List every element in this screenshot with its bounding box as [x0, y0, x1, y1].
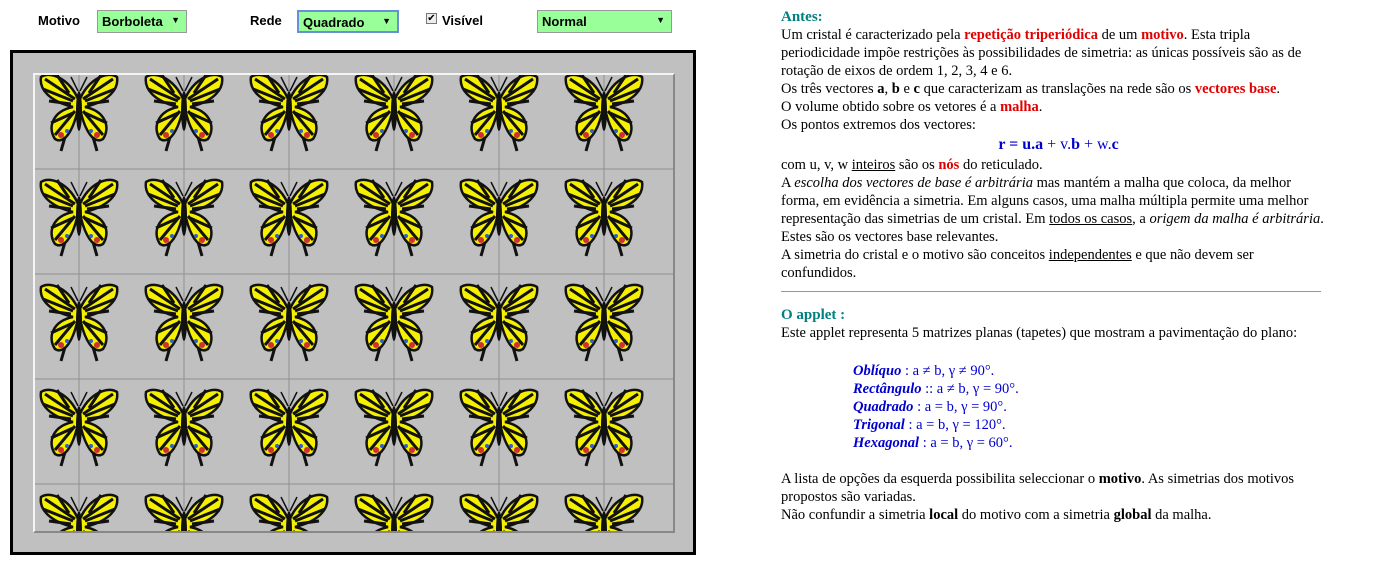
section-title-applet: O applet :: [781, 307, 846, 323]
section-title-antes: Antes:: [781, 9, 823, 25]
chevron-down-icon: ▼: [382, 16, 391, 26]
paragraph-vectores: Os três vectores a, b e c que caracterizam as translações na rede são os vectores base.: [781, 81, 1281, 97]
rede-label: Rede: [250, 13, 282, 28]
lattice-item: Oblíquo : a ≠ b, γ ≠ 90°.: [853, 363, 995, 379]
chevron-down-icon: ▼: [171, 15, 180, 25]
visivel-checkbox[interactable]: [426, 13, 437, 24]
paragraph-escolha: A escolha dos vectores de base é arbitrária mas mantém a malha que coloca, da melhor forma, em evidência a simetria. Em alguns casos, uma malha múltipla permite uma melhor representação das simetrias de um cristal. Em todos os casos, a origem da malha é arbitrária. Estes são os vectores base relevantes.: [781, 175, 1324, 245]
lattice-item: Quadrado : a = b, γ = 90°.: [853, 399, 1007, 415]
paragraph-simetria: A simetria do cristal e o motivo são conceitos independentes e que não devem ser confundidos.: [781, 247, 1254, 281]
chevron-down-icon: ▼: [656, 15, 665, 25]
paragraph-nos: com u, v, w inteiros são os nós do reticulado.: [781, 157, 1043, 173]
paragraph-confundir: Não confundir a simetria local do motivo com a simetria global da malha.: [781, 507, 1212, 523]
rede-select-value: Quadrado: [303, 15, 365, 30]
motivo-select-value: Borboleta: [102, 14, 163, 29]
rede-select[interactable]: [297, 10, 399, 33]
applet-canvas[interactable]: [33, 73, 675, 533]
description-panel: [781, 8, 1326, 524]
applet-frame: [10, 50, 696, 555]
paragraph-malha: O volume obtido sobre os vetores é a malha.: [781, 99, 1043, 115]
lattice-list: [853, 362, 1326, 452]
lattice-drawing: [35, 75, 673, 531]
mode-select[interactable]: [537, 10, 672, 33]
checkmark-icon: ✔: [427, 13, 436, 24]
lattice-item: Trigonal : a = b, γ = 120°.: [853, 417, 1006, 433]
paragraph-cristal: Um cristal é caracterizado pela repetição triperiódica de um motivo. Esta tripla periodicidade impõe restrições às possibilidades de simetria: as únicas possíveis são as de rotação de eixos de ordem 1, 2, 3, 4 e 6.: [781, 27, 1302, 79]
lattice-item: Hexagonal : a = b, γ = 60°.: [853, 435, 1013, 451]
divider: [781, 291, 1321, 292]
paragraph-pontos: Os pontos extremos dos vectores:: [781, 117, 976, 133]
lattice-item: Rectângulo :: a ≠ b, γ = 90°.: [853, 381, 1019, 397]
vector-formula: r = u.a + v.b + w.c: [998, 136, 1119, 153]
motivo-label: Motivo: [38, 13, 80, 28]
paragraph-lista: A lista de opções da esquerda possibilita seleccionar o motivo. As simetrias dos motivos propostos são variadas.: [781, 471, 1295, 505]
motivo-select[interactable]: [97, 10, 187, 33]
mode-select-value: Normal: [542, 14, 587, 29]
visivel-label: Visível: [442, 13, 483, 28]
paragraph-applet: Este applet representa 5 matrizes planas (tapetes) que mostram a pavimentação do plano:: [781, 325, 1298, 341]
